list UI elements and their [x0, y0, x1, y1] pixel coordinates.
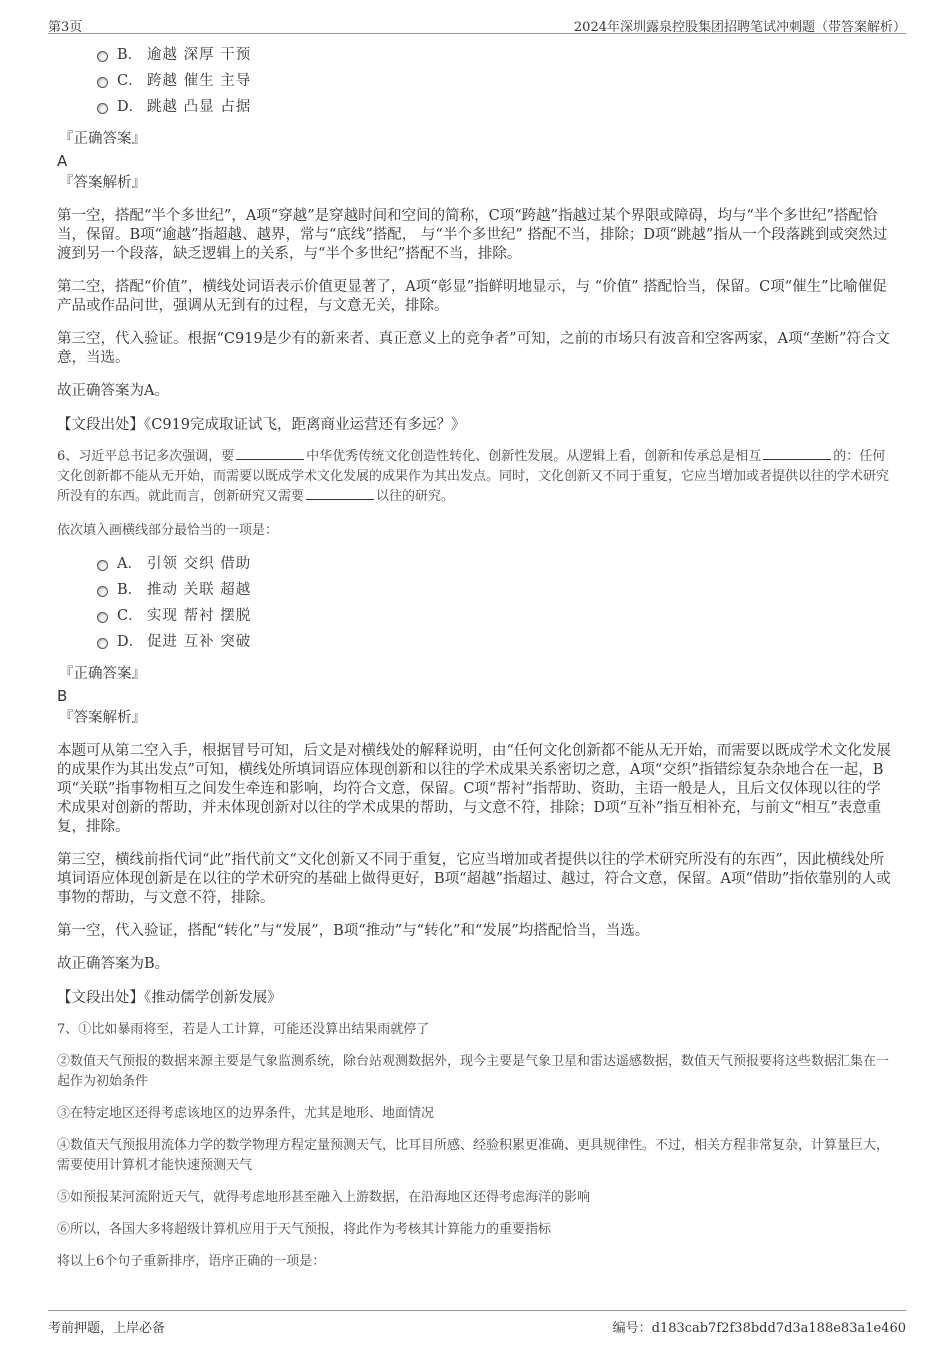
answer-blank [306, 488, 374, 500]
q6-option-d[interactable]: D． 促进 互补 突破 [95, 629, 895, 655]
q6-analysis-paragraph: 本题可从第二空入手，根据冒号可知，后文是对横线处的解释说明，由“任何文化创新都不能从无开始，而需要以既成学术文化发展的成果作为其出发点”可知，横线处所填词语应体现创新和以往的学术成果关系密切之意，A项“交织”指错综复杂杂地合在一起，B项“关联”指事物相互之间发生牵连和影响，均符合文意，保留。C项“帮衬”指帮助、资助，主语一般是人，且后文仅体现以往的学术成果对创新的帮助，并未体现创新对以往的学术成果的帮助，与文意不符，排除；D项“互补”指互相补充，与前文“相互”表意重复，排除。 [57, 743, 891, 835]
q6-answer-label: 『正确答案』 [59, 666, 146, 682]
q6-stem: 6、习近平总书记多次强调，要 中华优秀传统文化创造性转化、创新性发展。从逻辑上看，创新和传承总是相互 的：任何文化创新都不能从无开始，而需要以既成学术文化发展的成果作为其出发点。同时，文化创新又不同于重复，它应当增加或者提供以往的学术研究所没有的东西。就此而言，创新研究又需要 以往的研究。 [57, 449, 890, 504]
q6-analysis-paragraph: 故正确答案为B。 [57, 956, 170, 972]
q7-sentence: ⑤如预报某河流附近天气，就得考虑地形甚至融入上游数据，在沿海地区还得考虑海洋的影响 [57, 1190, 591, 1205]
radio-icon[interactable] [97, 103, 108, 114]
q6-option-b[interactable]: B． 推动 关联 超越 [95, 577, 895, 603]
q5-analysis-paragraph: 第三空，代入验证。根据“C919是少有的新来者、真正意义上的竞争者”可知，之前的市场只有波音和空客两家，A项“垄断”符合文意，当选。 [57, 331, 890, 366]
q6-instruction: 依次填入画横线部分最恰当的一项是： [57, 523, 279, 538]
q6-answer: B [57, 687, 68, 705]
radio-icon[interactable] [97, 560, 108, 571]
q5-answer: A [57, 152, 68, 170]
q7-sentence: ③在特定地区还得考虑该地区的边界条件，尤其是地形、地面情况 [57, 1106, 435, 1121]
q7-sentences [57, 1020, 895, 1272]
radio-icon[interactable] [97, 586, 108, 597]
q7-sentence: ⑥所以，各国大多将超级计算机应用于天气预报，将此作为考核其计算能力的重要指标 [57, 1222, 552, 1237]
q5-source: 【文段出处】《C919完成取证试飞，距离商业运营还有多远？》 [57, 417, 466, 433]
q6-option-c[interactable]: C． 实现 帮衬 摆脱 [95, 603, 895, 629]
radio-icon[interactable] [97, 77, 108, 88]
q6-source: 【文段出处】《推动儒学创新发展》 [57, 990, 282, 1006]
q5-answer-label: 『正确答案』 [59, 131, 146, 147]
q7-sentence: ②数值天气预报的数据来源主要是气象监测系统，除台站观测数据外，现今主要是气象卫星和雷达遥感数据，数值天气预报要将这些数据汇集在一起作为初始条件 [57, 1054, 890, 1089]
q7-instruction: 将以上6个句子重新排序，语序正确的一项是： [57, 1254, 326, 1269]
answer-blank [236, 448, 304, 460]
page-header [48, 12, 906, 34]
q5-analysis-paragraph: 第二空，搭配“价值”，横线处词语表示价值更显著了，A项“彰显”指鲜明地显示，与 “价值” 搭配恰当，保留。C项“催生”比喻催促产品或作品问世，强调从无到有的过程，与文意无关，排除。 [57, 279, 887, 314]
q5-analysis-paragraph: 故正确答案为A。 [57, 383, 169, 399]
document-code: 编号：d183cab7f2f38bdd7d3a188e83a1e460 [612, 1321, 906, 1336]
radio-icon[interactable] [97, 51, 108, 62]
answer-blank [763, 448, 831, 460]
q5-option-b[interactable]: B． 逾越 深厚 干预 [95, 42, 895, 68]
page-number: 第3页 [48, 20, 83, 35]
q6-analysis-label: 『答案解析』 [59, 710, 146, 726]
radio-icon[interactable] [97, 612, 108, 623]
q6-analysis-paragraph: 第三空，横线前指代词“此”指代前文“文化创新又不同于重复，它应当增加或者提供以往的学术研究所没有的东西”，因此横线处所填词语应体现创新是在以往的学术研究的基础上做得更好，B项“超越”指超过、越过，符合文意，保留。A项“借助”指依靠别的人或事物的帮助，与文意不符，排除。 [57, 852, 891, 906]
q5-analysis-paragraph: 第一空，搭配“半个多世纪”，A项“穿越”是穿越时间和空间的简称，C项“跨越”指越过某个界限或障碍，均与“半个多世纪”搭配恰当，保留。B项“逾越”指超越、越界，常与“底线”搭配， 与“半个多世纪” 搭配不当，排除；D项“跳越”指从一个段落跳到或突然过渡到另一个段落，缺乏逻辑上的关系，与“半个多世纪”搭配不当，排除。 [57, 208, 888, 262]
q5-options [95, 42, 895, 120]
q6-analysis [57, 742, 895, 974]
page-footer [48, 1310, 906, 1336]
q7-sentence: ④数值天气预报用流体力学的数学物理方程定量预测天气，比耳目所感、经验积累更准确、更具规律性。不过，相关方程非常复杂，计算量巨大，需要使用计算机才能快速预测天气 [57, 1138, 890, 1173]
q6-options [95, 551, 895, 655]
q5-analysis [57, 207, 895, 401]
document-title: 2024年深圳露泉控股集团招聘笔试冲刺题（带答案解析） [573, 20, 906, 35]
q5-analysis-label: 『答案解析』 [59, 175, 146, 191]
q5-option-c[interactable]: C． 跨越 催生 主导 [95, 68, 895, 94]
q7-sentence: 7、①比如暴雨将至，若是人工计算，可能还没算出结果雨就停了 [57, 1022, 430, 1037]
page-content [57, 38, 895, 1272]
q6-option-a[interactable]: A． 引领 交织 借助 [95, 551, 895, 577]
q5-option-d[interactable]: D． 跳越 凸显 占据 [95, 94, 895, 120]
q6-analysis-paragraph: 第一空，代入验证，搭配“转化”与“发展”，B项“推动”与“转化”和“发展”均搭配恰当，当选。 [57, 923, 650, 939]
radio-icon[interactable] [97, 638, 108, 649]
footer-slogan: 考前押题，上岸必备 [48, 1321, 166, 1336]
